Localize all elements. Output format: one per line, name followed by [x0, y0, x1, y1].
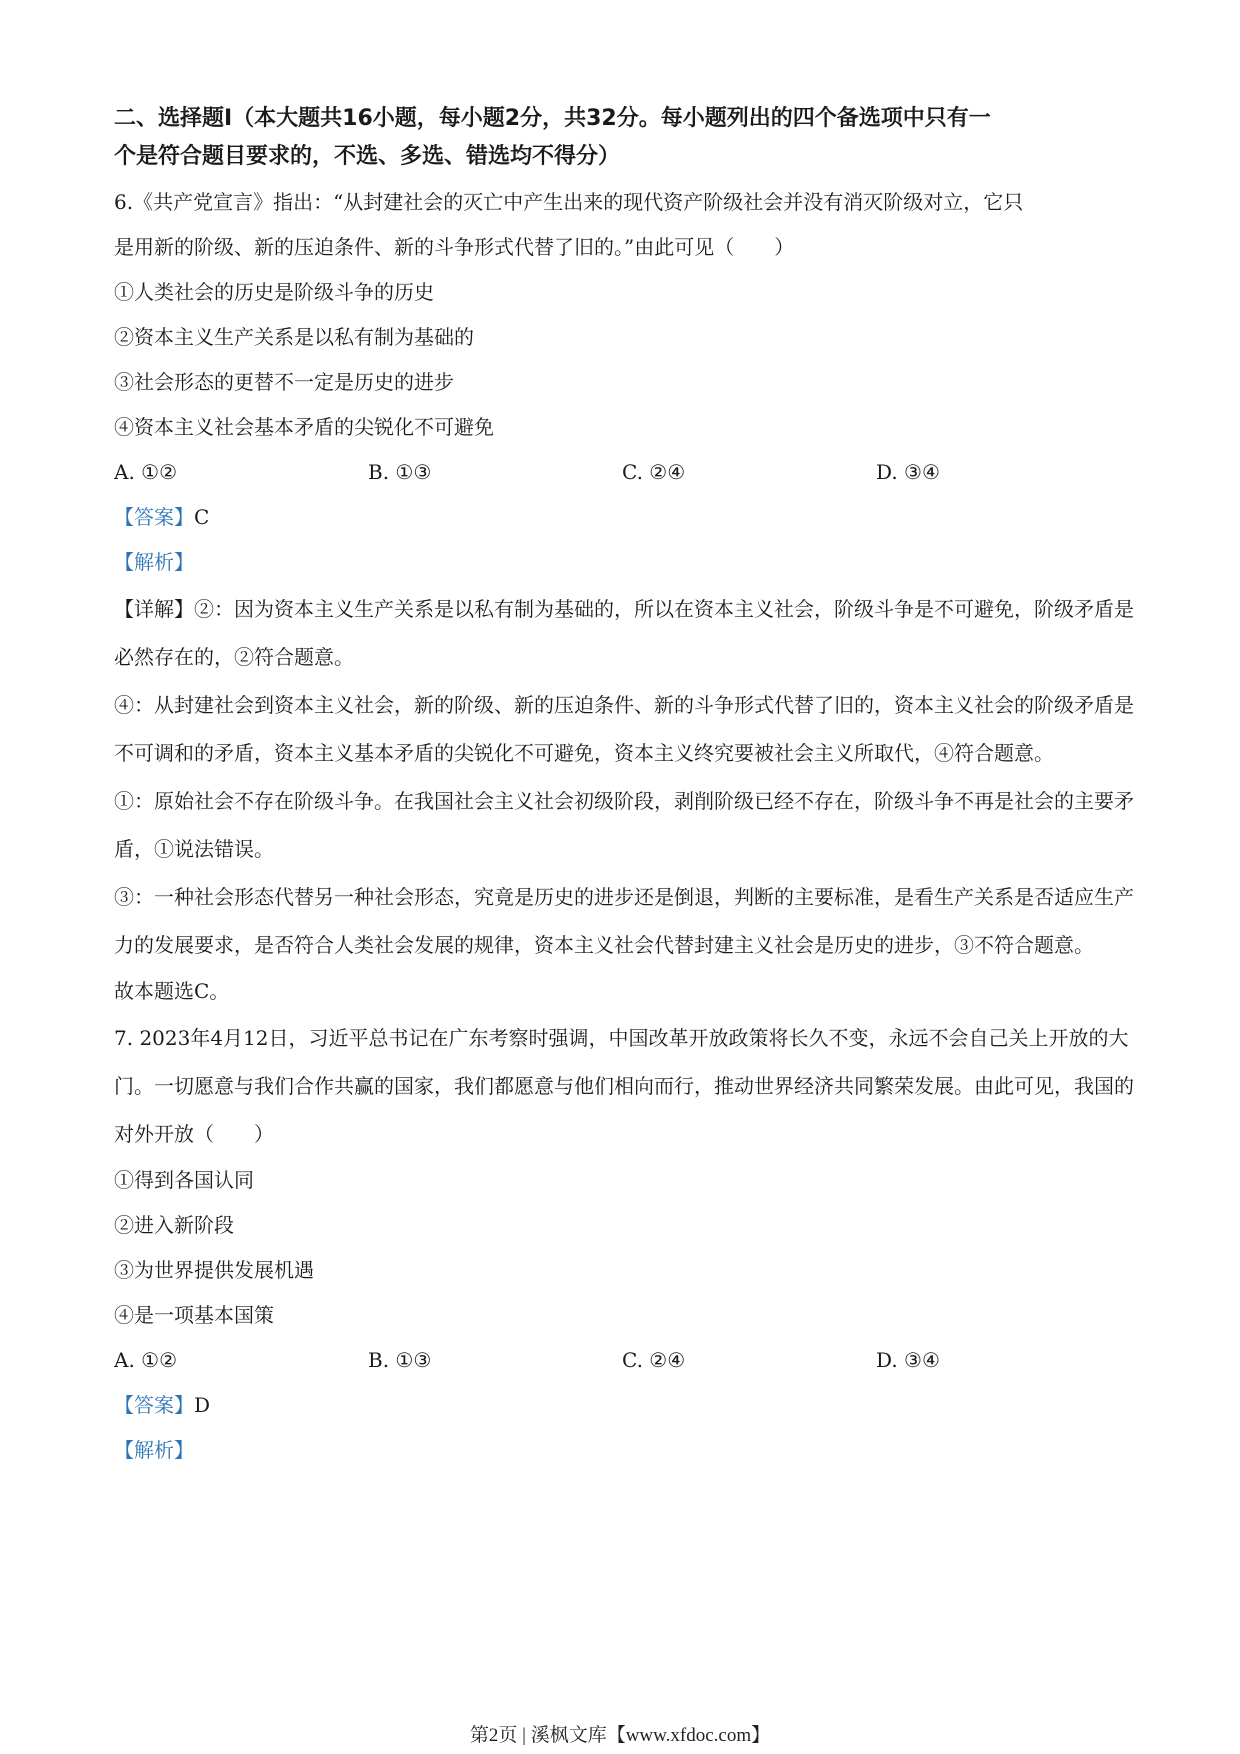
q6-option-b: B. ①③: [368, 460, 432, 484]
q7-analysis-tag: 【解析】: [114, 1438, 194, 1462]
q6-detail-tag: 【详解】: [114, 597, 194, 621]
q7-answer-value: D: [194, 1393, 211, 1417]
section-heading-line-2: 个是符合题目要求的，不选、多选、错选均不得分）: [114, 144, 621, 169]
question-6: [114, 180, 1134, 1014]
q6-stem-line-2: 是用新的阶级、新的压迫条件、新的斗争形式代替了旧的。”由此可见（ ）: [114, 235, 795, 259]
q6-option-d: D. ③④: [876, 460, 940, 484]
q7-statement-1: ①得到各国认同: [114, 1168, 254, 1192]
page-footer: 第2页 | 溪枫文库【www.xfdoc.com】: [469, 1725, 771, 1746]
q6-explanation-4: ③：一种社会形态代替另一种社会形态，究竟是历史的进步还是倒退，判断的主要标准，是看生产关系是否适应生产力的发展要求，是否符合人类社会发展的规律，资本主义社会代替封建主义社会是历史的进步，③不符合题意。: [114, 885, 1134, 957]
q7-statement-3: ③为世界提供发展机遇: [114, 1258, 314, 1282]
q6-conclusion: 故本题选C。: [114, 979, 230, 1003]
q6-explanation-1: [114, 585, 1134, 681]
q6-answer: [114, 495, 1134, 540]
question-7: [114, 1014, 1134, 1473]
q7-statement-4: ④是一项基本国策: [114, 1303, 274, 1327]
q6-answer-value: C: [194, 505, 210, 529]
document-page: [114, 100, 1134, 1473]
q7-stem: 7. 2023年4月12日，习近平总书记在广东考察时强调，中国改革开放政策将长久不变，永远不会自己关上开放的大门。一切愿意与我们合作共赢的国家，我们都愿意与他们相向而行，推动世界经济共同繁荣发展。由此可见，我国的对外开放（ ）: [114, 1026, 1134, 1146]
q6-statement-2: ②资本主义生产关系是以私有制为基础的: [114, 325, 474, 349]
q7-option-b: B. ①③: [368, 1348, 432, 1372]
q6-analysis-tag: 【解析】: [114, 550, 194, 574]
q7-option-a: A. ①②: [114, 1348, 178, 1372]
q7-statement-2: ②进入新阶段: [114, 1213, 234, 1237]
section-heading-line-1: 二、选择题Ⅰ（本大题共16小题，每小题2分，共32分。每小题列出的四个备选项中只有一: [114, 106, 991, 131]
section-heading: [114, 100, 1134, 176]
q7-answer: [114, 1383, 1134, 1428]
q6-explanation-2: ④：从封建社会到资本主义社会，新的阶级、新的压迫条件、新的斗争形式代替了旧的，资本主义社会的阶级矛盾是不可调和的矛盾，资本主义基本矛盾的尖锐化不可避免，资本主义终究要被社会主义所取代，④符合题意。: [114, 693, 1134, 765]
q6-answer-tag: 【答案】: [114, 505, 194, 529]
q6-explanation-1-text: ②：因为资本主义生产关系是以私有制为基础的，所以在资本主义社会，阶级斗争是不可避免，阶级矛盾是必然存在的，②符合题意。: [114, 597, 1134, 669]
q6-statement-3: ③社会形态的更替不一定是历史的进步: [114, 370, 454, 394]
q7-option-c: C. ②④: [622, 1348, 686, 1372]
q7-option-d: D. ③④: [876, 1348, 940, 1372]
q7-answer-tag: 【答案】: [114, 1393, 194, 1417]
q6-options: [114, 450, 1134, 495]
q6-stem-line-1: 6.《共产党宣言》指出：“从封建社会的灭亡中产生出来的现代资产阶级社会并没有消灭阶级对立，它只: [114, 190, 1024, 214]
q6-explanation-3: ①：原始社会不存在阶级斗争。在我国社会主义社会初级阶段，剥削阶级已经不存在，阶级斗争不再是社会的主要矛盾，①说法错误。: [114, 789, 1134, 861]
q6-option-a: A. ①②: [114, 460, 178, 484]
q6-option-c: C. ②④: [622, 460, 686, 484]
q6-statement-1: ①人类社会的历史是阶级斗争的历史: [114, 280, 434, 304]
q7-options: [114, 1338, 1134, 1383]
q6-statement-4: ④资本主义社会基本矛盾的尖锐化不可避免: [114, 415, 494, 439]
